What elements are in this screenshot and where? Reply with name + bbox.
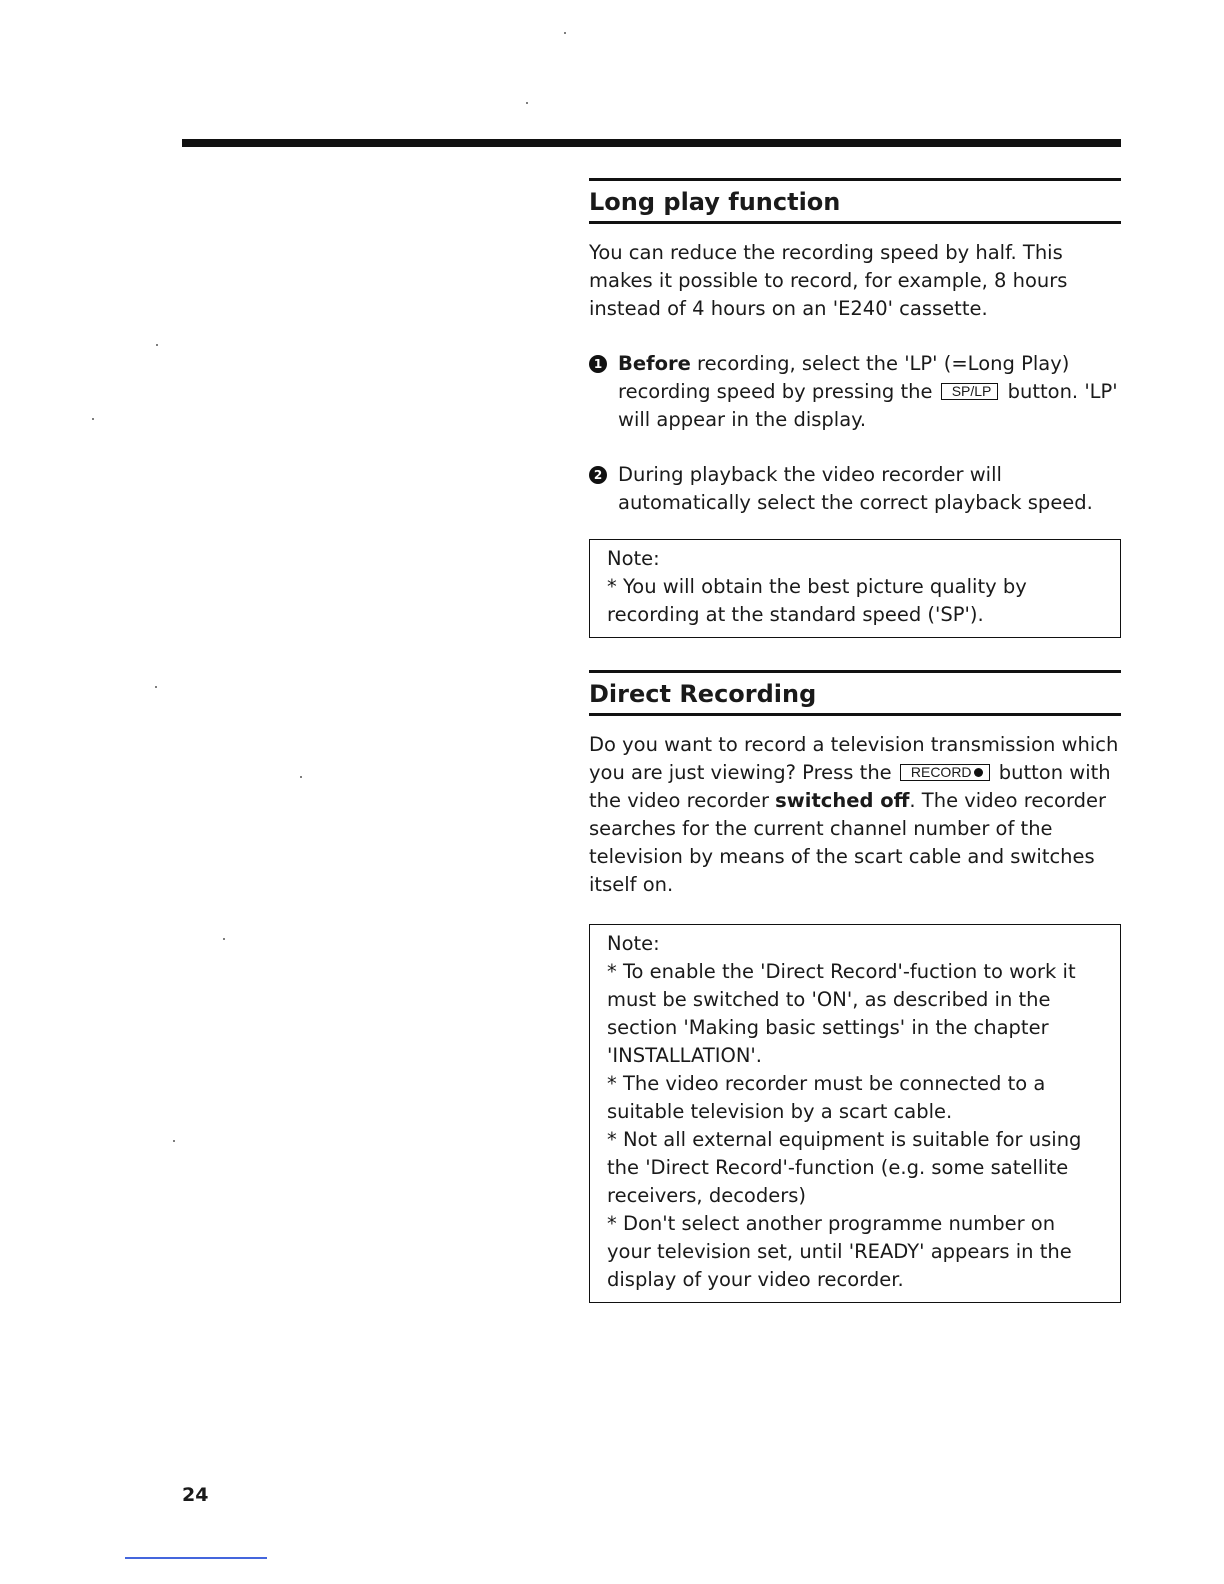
scan-speck [92,418,94,420]
note-box [589,924,1121,1303]
scan-speck [156,344,158,346]
page-number: 24 [182,1484,209,1506]
section-rule [589,713,1121,716]
note-item: * You will obtain the best picture quality by recording at the standard speed ('SP'). [607,575,1027,626]
sp-lp-button-label: SP/LP [941,383,999,400]
section-title: Direct Recording [589,680,817,708]
scan-speck [300,776,302,778]
note-item: * Not all external equipment is suitable for using the 'Direct Record'-function (e.g. some satellite receivers, decoders) [607,1128,1082,1207]
section-rule [589,221,1121,224]
section-title: Long play function [589,188,841,216]
scan-speck [155,686,157,688]
paragraph-text: Do you want to record a television transmission which you are just viewing? Press the [589,733,1119,784]
paragraph-text: . The video recorder searches for the current channel number of the television by means of the scart cable and switches itself on. [589,789,1107,896]
top-rule [182,139,1121,147]
note-heading: Note: [607,932,660,955]
record-button-label [900,764,990,781]
bold-lead: Before [618,352,691,375]
note-item: * To enable the 'Direct Record'-fuction to work it must be switched to 'ON', as described in the section 'Making basic settings' in the chapter 'INSTALLATION'. [607,960,1076,1067]
record-dot-icon [974,768,983,777]
step-2 [589,461,1121,517]
step-1 [589,350,1121,434]
scan-speck [526,102,528,104]
note-item: * Don't select another programme number on your television set, until 'READY' appears in the display of your video recorder. [607,1212,1072,1291]
step-text: During playback the video recorder will automatically select the correct playback speed. [618,463,1093,514]
note-item: * The video recorder must be connected to a suitable television by a scart cable. [607,1072,1046,1123]
section-direct-recording [589,670,1121,1303]
scan-speck [564,32,566,34]
scan-speck [223,938,225,940]
paragraph-text: button with the video recorder [589,761,1111,812]
bold-text: switched off [775,789,910,812]
step-number-icon: 2 [589,466,607,484]
note-heading: Note: [607,547,660,570]
note-box [589,539,1121,638]
intro-paragraph: You can reduce the recording speed by half. This makes it possible to record, for example, 8 hours instead of 4 hours on an 'E240' cassette. [589,241,1068,320]
section-long-play [589,178,1121,638]
scan-artifact-line [125,1557,267,1559]
step-text: button. 'LP' will appear in the display. [618,380,1118,431]
record-button-text: RECORD [910,764,972,780]
direct-recording-paragraph [589,731,1121,899]
scan-speck [173,1140,175,1142]
step-text: recording, select the 'LP' (=Long Play) recording speed by pressing the [618,352,1070,403]
step-number-icon: 1 [589,355,607,373]
